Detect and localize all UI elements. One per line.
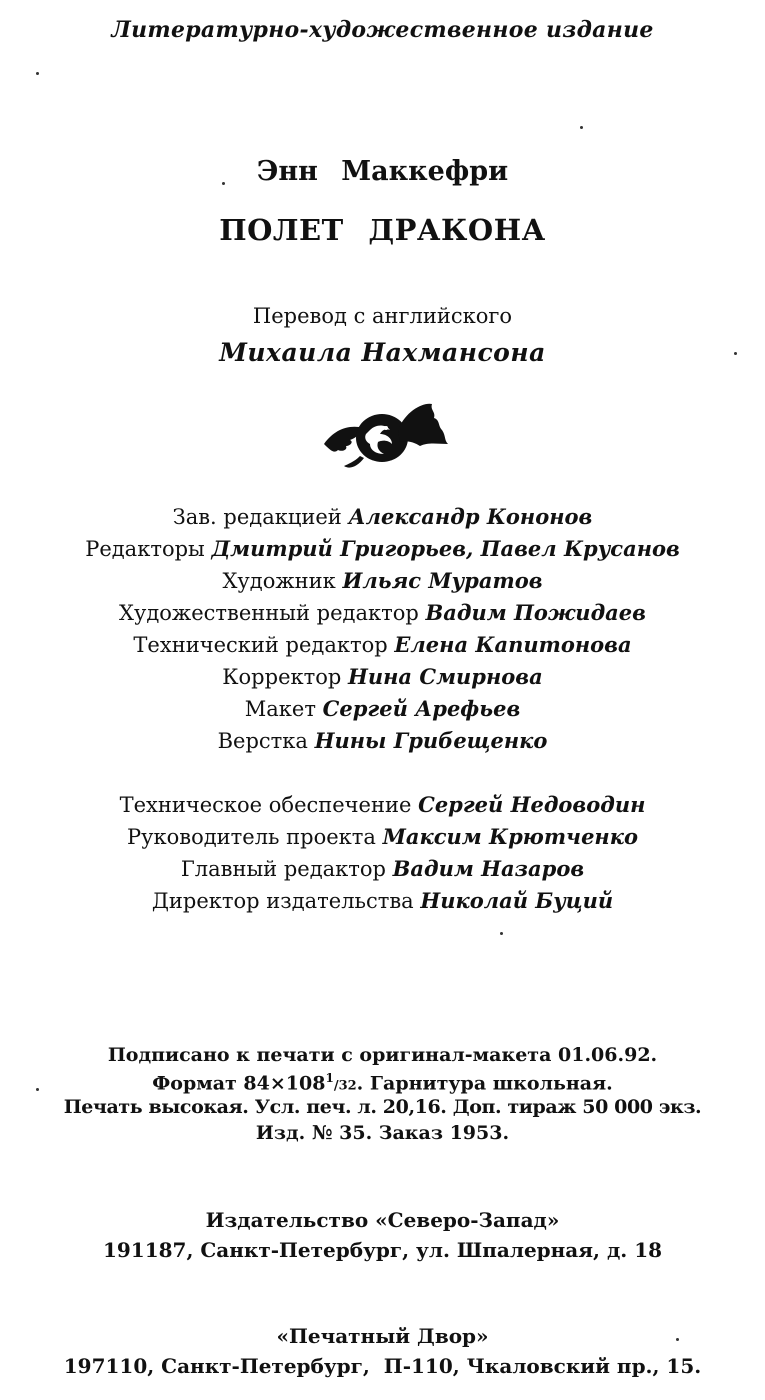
- scan-speck: [222, 182, 225, 185]
- credit-name: Елена Капитонова: [394, 632, 632, 657]
- credit-name: Дмитрий Григорьев, Павел Крусанов: [211, 536, 680, 561]
- credit-name: Нина Смирнова: [348, 664, 543, 689]
- credit-name: Сергей Арефьев: [322, 696, 521, 721]
- scan-speck: [500, 932, 503, 935]
- publisher-address: 191187, Санкт-Петербург, ул. Шпалерная, д. 18: [102, 1238, 663, 1262]
- printer-name: «Печатный Двор»: [276, 1324, 489, 1348]
- staff-name: Сергей Недоводин: [418, 792, 646, 817]
- credit-row: [0, 506, 765, 528]
- book-title: ПОЛЕТ ДРАКОНА: [219, 213, 546, 247]
- credit-role: Корректор: [222, 665, 342, 689]
- credit-role: Художник: [222, 569, 336, 593]
- publisher-name: Издательство «Северо-Запад»: [205, 1208, 560, 1232]
- credit-name: Нины Грибещенко: [314, 728, 548, 753]
- translator-name: Михаила Нахмансона: [219, 338, 546, 367]
- credit-role: Макет: [244, 697, 316, 721]
- staff-row: [0, 826, 765, 848]
- staff-role: Главный редактор: [180, 857, 386, 881]
- book-author: Энн Маккефри: [256, 156, 509, 187]
- scan-speck: [36, 72, 39, 75]
- scan-speck: [36, 1088, 39, 1091]
- staff-name: Вадим Назаров: [392, 856, 585, 881]
- imprint-print: Печать высокая. Усл. печ. л. 20,16. Доп. тираж 50 000 экз.: [63, 1096, 702, 1118]
- staff-name: Николай Буций: [420, 888, 614, 913]
- scan-speck: [734, 352, 737, 355]
- credit-row: [0, 538, 765, 560]
- credit-row: [0, 634, 765, 656]
- credit-role: Верстка: [217, 729, 308, 753]
- dragon-emblem-icon: [320, 400, 448, 472]
- credit-row: [0, 570, 765, 592]
- scan-speck: [580, 126, 583, 129]
- credit-row: [0, 730, 765, 752]
- format-suffix: . Гарнитура школьная.: [356, 1072, 613, 1095]
- format-sup: 1: [325, 1071, 334, 1085]
- staff-role: Техническое обеспечение: [119, 793, 412, 817]
- staff-role: Директор издательства: [151, 889, 414, 913]
- staff-row: [0, 858, 765, 880]
- credit-row: [0, 602, 765, 624]
- credit-name: Вадим Пожидаев: [425, 600, 646, 625]
- credit-role: Зав. редакцией: [172, 505, 342, 529]
- credit-name: Александр Кононов: [348, 504, 593, 529]
- staff-row: [0, 890, 765, 912]
- translation-label: Перевод с английского: [252, 304, 513, 328]
- staff-row: [0, 794, 765, 816]
- format-sub: /32: [333, 1078, 357, 1094]
- imprint-format: [0, 1072, 765, 1093]
- printer-address: 197110, Санкт-Петербург, П-110, Чкаловский пр., 15.: [63, 1354, 702, 1378]
- imprint-signed: Подписано к печати с оригинал-макета 01.06.92.: [107, 1044, 658, 1066]
- format-prefix: Формат 84×108: [152, 1072, 326, 1095]
- staff-role: Руководитель проекта: [127, 825, 376, 849]
- credit-name: Ильяс Муратов: [342, 568, 543, 593]
- scan-speck: [676, 1338, 679, 1341]
- credit-row: [0, 666, 765, 688]
- series-note: Литературно-художественное издание: [111, 17, 654, 43]
- credit-role: Технический редактор: [133, 633, 388, 657]
- credit-role: Редакторы: [85, 537, 205, 561]
- credit-role: Художественный редактор: [119, 601, 419, 625]
- staff-name: Максим Крютченко: [382, 824, 638, 849]
- credit-row: [0, 698, 765, 720]
- imprint-order: Изд. № 35. Заказ 1953.: [255, 1122, 510, 1144]
